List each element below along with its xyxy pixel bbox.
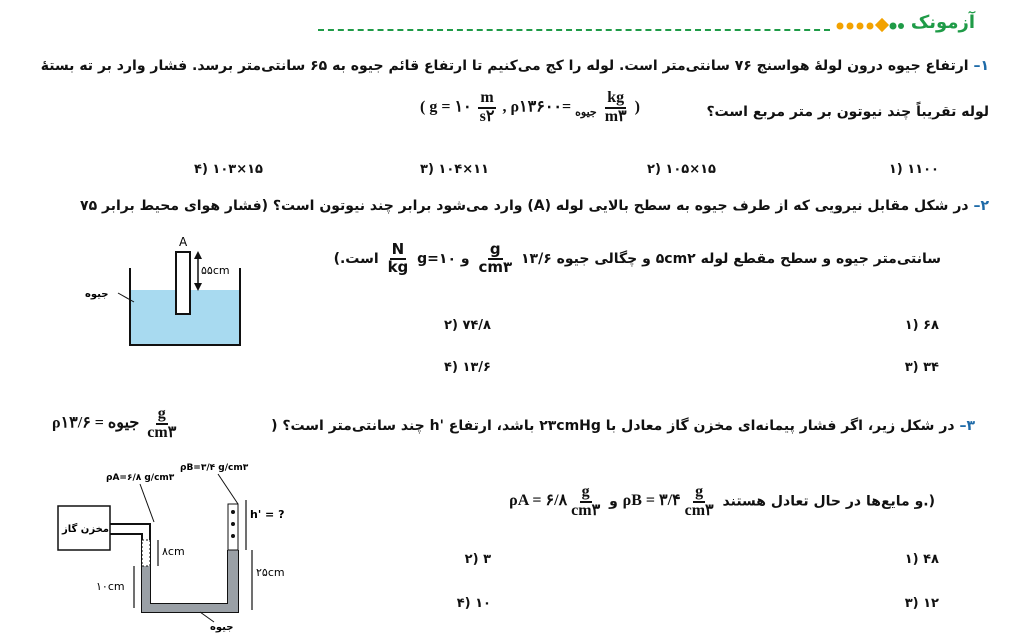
question-3-line-2 [509, 484, 935, 520]
question-3-text-1: در شکل زیر، اگر فشار پیمانه‌ای مخزن گاز معادل با ۲۳cmHg باشد، ارتفاع 'h چند سانتی‌متر است؟ ( [271, 418, 955, 434]
q3-option-3[interactable]: ۱۲ (۳ [904, 596, 939, 611]
question-1-text-1: ارتفاع جیوه درون لولهٔ هواسنج ۷۶ سانتی‌متر است. لوله را کج می‌کنیم تا ارتفاع قائم جیوه به ۶۵ سانتی‌متر برسد. فشار وارد بر ته بستهٔ [40, 58, 969, 74]
given-rho-den: m۳ [604, 107, 627, 125]
q2-density-num: g [489, 240, 501, 258]
q2-label-liquid: جیوه [85, 289, 109, 300]
q1-option-1[interactable]: ۱۱۰۰ (۱ [888, 162, 939, 177]
q2-g-num: N [391, 240, 405, 258]
question-2-text-2a: سانتی‌متر جیوه و سطح مقطع لوله ۵cm۲ و چگالی جیوه ۱۳/۶ [521, 250, 941, 267]
q1-option-2[interactable]: ۱۵×۱۰۵ (۲ [647, 162, 716, 177]
dot-1 [837, 23, 844, 30]
dot-3 [857, 23, 864, 30]
header [0, 0, 1011, 44]
q3-rho-a-num: g [580, 484, 592, 503]
q3-label-hprime: h' = ? [250, 508, 285, 521]
header-dashed-line [318, 29, 830, 31]
question-1-text-2: لوله تقریباً چند نیوتون بر متر مربع است؟ [706, 104, 989, 120]
q3-bubble-2 [231, 522, 235, 526]
given-rho-value: =۱۳۶۰۰ [519, 98, 572, 116]
q1-option-3[interactable]: ۱۱×۱۰۴ (۳ [420, 162, 489, 177]
question-1-number: ۱– [973, 58, 989, 74]
q2-option-4[interactable]: ۱۳/۶ (۴ [444, 360, 491, 375]
question-2-line-2 [334, 242, 941, 276]
q3-tube-connector [110, 524, 228, 604]
q3-rho-b-den: cm۳ [684, 501, 714, 519]
question-1 [0, 48, 1011, 188]
q3-rho-b-label: ρB = ۳/۴ [622, 492, 681, 510]
given-g-den: s۲ [479, 107, 495, 125]
q3-rho-mercury [52, 406, 180, 442]
q3-option-4[interactable]: ۱۰ (۴ [456, 596, 491, 611]
brand-title: آزمونک [910, 12, 975, 33]
given-rho-fraction [603, 90, 629, 126]
dot-2 [847, 23, 854, 30]
given-close-paren: ) [634, 98, 640, 116]
given-rho-label: , ρ [502, 98, 520, 116]
question-2-text-2b: و g=۱۰ [417, 250, 470, 267]
q3-rho-a-den: cm۳ [571, 501, 601, 519]
q3-mercury-bottom [142, 604, 238, 612]
q2-arrow-bottom [194, 283, 202, 291]
q2-density-unit [476, 242, 514, 276]
question-2-number: ۲– [973, 198, 989, 214]
q3-figure [50, 454, 300, 634]
q3-bubble-3 [231, 534, 235, 538]
given-g-label: g = ۱۰ [429, 98, 472, 116]
question-2-line-1 [80, 198, 989, 214]
q2-option-1[interactable]: ۶۸ (۱ [904, 318, 939, 333]
q3-rho-m-num: g [156, 406, 168, 425]
q3-option-1[interactable]: ۴۸ (۱ [904, 552, 939, 567]
given-rho-sub: جیوه [575, 106, 597, 119]
q3-rho-a-pointer [140, 484, 154, 522]
q3-liquid-pointer [200, 612, 214, 622]
question-1-given [420, 90, 640, 126]
q3-mercury-right [228, 550, 238, 612]
q2-option-2[interactable]: ۷۴/۸ (۲ [444, 318, 491, 333]
dot-7 [898, 23, 904, 29]
brand-dots-icon [834, 16, 904, 36]
q3-rho-a [509, 483, 604, 519]
q3-label-rho-a: ρA=۶/۸ g/cm۳ [106, 473, 175, 483]
dot-5 [875, 18, 889, 32]
given-rho-num: kg [605, 90, 626, 109]
q3-label-rho-b: ρB=۳/۴ g/cm۳ [180, 463, 249, 473]
q3-rho-b-num: g [693, 484, 705, 503]
q3-rho-b-pointer [218, 474, 238, 504]
question-3-text-2: و مایع‌ها در حال تعادل هستند.) [722, 493, 935, 510]
question-3-line-1 [271, 418, 975, 434]
q3-tank-label: مخزن گاز [62, 524, 109, 535]
q3-rho-m-den: cm۳ [147, 423, 177, 441]
q2-tube [176, 252, 190, 314]
dot-6 [890, 23, 897, 30]
q2-g-den: kg [387, 257, 409, 276]
q3-liquid-a [142, 540, 150, 566]
q3-and: و [609, 493, 618, 510]
q2-label-a: A [179, 235, 188, 249]
given-g-fraction [478, 90, 497, 126]
question-3-number: ۳– [959, 418, 975, 434]
q2-density-den: cm۳ [478, 257, 513, 276]
q2-g-unit [386, 242, 411, 276]
q3-label-25: ۲۵cm [256, 566, 285, 579]
q3-rho-a-label: ρA = ۶/۸ [509, 492, 568, 510]
question-1-line-1 [41, 58, 989, 74]
q2-option-3[interactable]: ۳۴ (۳ [904, 360, 939, 375]
q3-rho-a-unit [569, 484, 602, 520]
question-2-text-2c: است.) [333, 250, 379, 267]
q1-option-4[interactable]: ۱۵×۱۰۳ (۴ [194, 162, 263, 177]
question-2 [0, 190, 1011, 390]
q3-rho-mercury-unit [145, 406, 178, 442]
q3-bubble-1 [231, 510, 235, 514]
question-2-text-1: در شکل مقابل نیرویی که از طرف جیوه به سطح بالایی لوله (A) وارد می‌شود برابر چند نیوتون است؟ (فشار هوای محیط برابر ۷۵ [80, 198, 969, 214]
q3-label-10: ۱۰cm [96, 580, 125, 593]
q3-rho-b [622, 483, 718, 519]
given-g-num: m [478, 90, 495, 109]
question-3 [0, 400, 1011, 637]
q3-rho-b-unit [683, 484, 716, 520]
q3-rho-mercury-label: ρجیوه = ۱۳/۶ [52, 414, 140, 432]
q2-arrow-top [194, 251, 202, 259]
question-1-line-2 [706, 104, 989, 120]
q3-label-liquid: جیوه [210, 622, 234, 633]
dot-4 [867, 23, 874, 30]
given-open-paren: ( [420, 98, 426, 116]
q3-option-2[interactable]: ۳ (۲ [464, 552, 491, 567]
q3-label-8: ۸cm [162, 545, 185, 558]
q2-label-h: ۵۵cm [201, 264, 230, 277]
q2-figure [80, 230, 270, 360]
